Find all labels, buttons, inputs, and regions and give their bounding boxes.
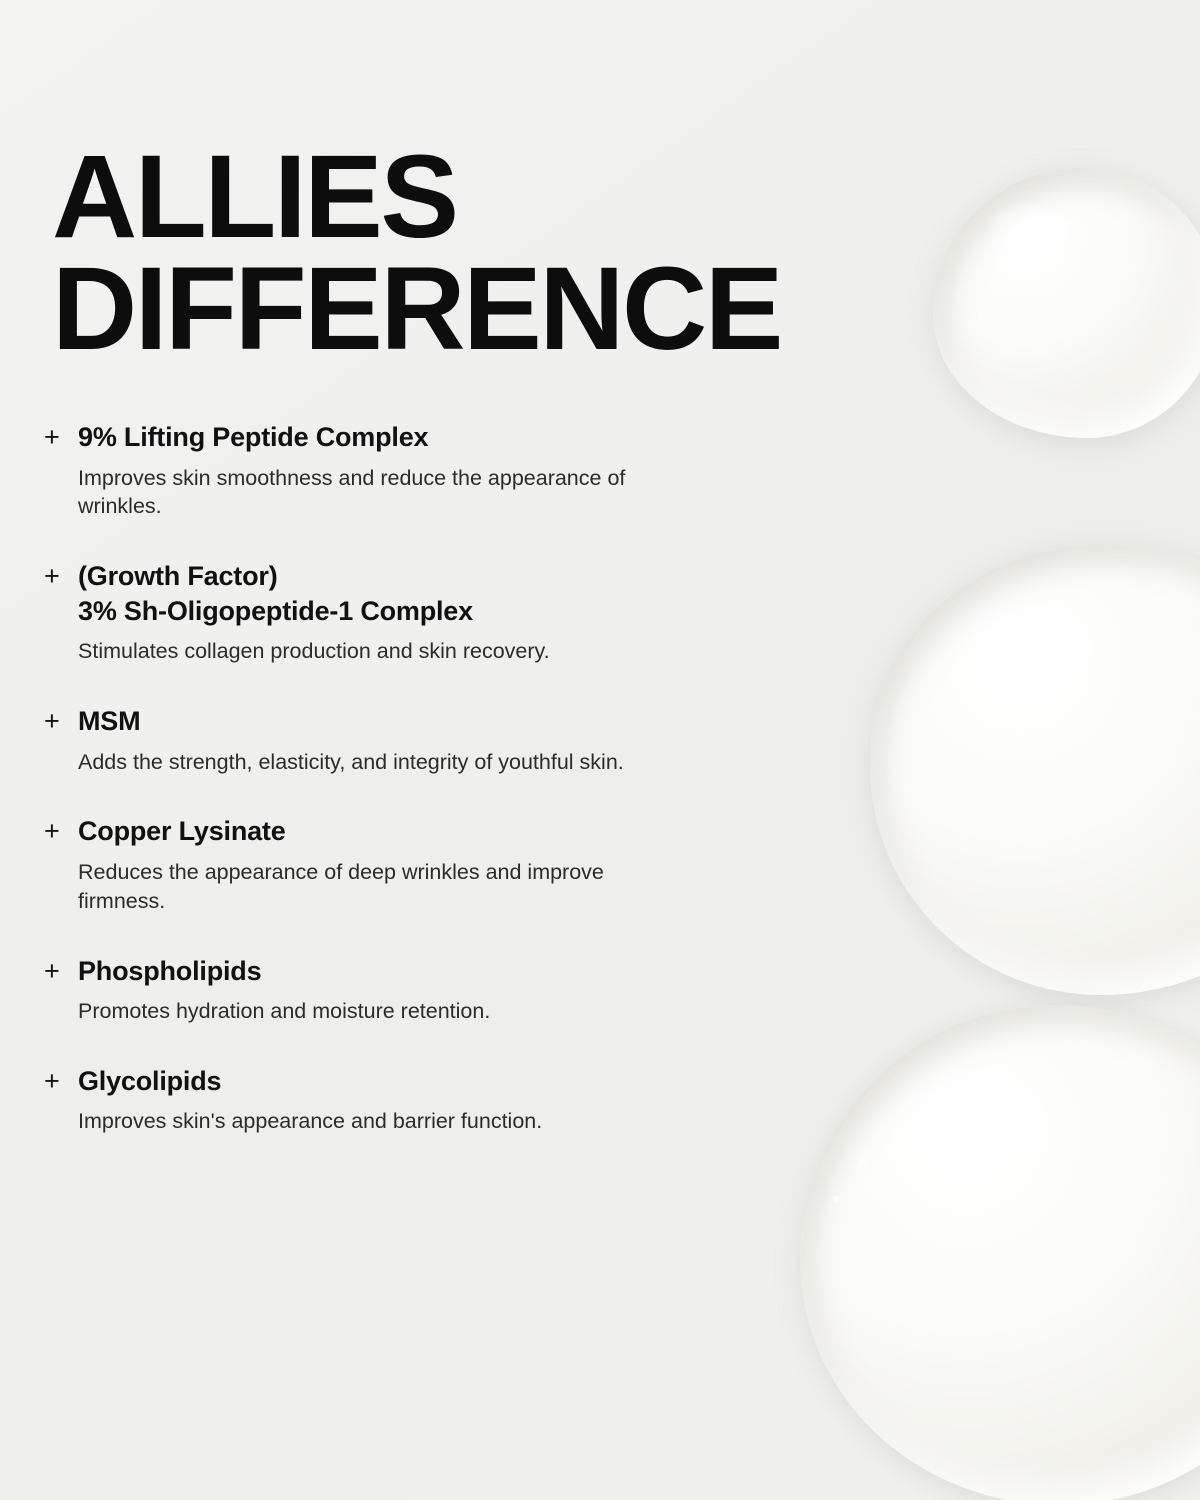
list-item [44, 954, 724, 1026]
serum-droplet-icon [800, 1005, 1200, 1500]
list-item-title [78, 704, 724, 739]
list-item [44, 1064, 724, 1136]
bubble-icon [833, 1196, 840, 1202]
bubble-icon [895, 1182, 904, 1190]
plus-icon: + [44, 955, 60, 986]
list-item-description: Improves skin smoothness and reduce the appearance of wrinkles. [78, 465, 626, 519]
list-item-body [78, 954, 724, 1026]
serum-droplet-icon [933, 168, 1200, 438]
list-item-body [78, 814, 724, 915]
list-item-description: Adds the strength, elasticity, and integrity of youthful skin. [78, 749, 624, 774]
plus-icon: + [44, 422, 60, 452]
bubble-icon [857, 1160, 870, 1171]
list-item-title-text-second-line: 3% Sh-Oligopeptide-1 Complex [78, 595, 473, 626]
list-item-title [78, 954, 724, 989]
plus-icon: + [44, 816, 60, 847]
list-item-title [78, 814, 724, 849]
list-item-title [78, 420, 724, 455]
plus-icon: + [44, 706, 60, 737]
list-item-title [78, 1064, 724, 1099]
list-item-title-text: Glycolipids [78, 1065, 222, 1096]
list-item-title-text: Phospholipids [78, 955, 262, 986]
serum-droplet-icon [870, 545, 1200, 995]
page-title-line-2: DIFFERENCE [52, 243, 781, 376]
list-item-title-text: Copper Lysinate [78, 816, 286, 847]
list-item-description: Stimulates collagen production and skin recovery. [78, 639, 550, 664]
list-item-title-text: (Growth Factor) [78, 561, 278, 592]
list-item-description: Improves skin's appearance and barrier function. [78, 1109, 543, 1134]
list-item-body [78, 420, 724, 521]
page-title [52, 131, 781, 376]
list-item [44, 704, 724, 776]
plus-icon: + [44, 561, 60, 592]
plus-icon: + [44, 1065, 60, 1096]
list-item-title-text: MSM [78, 706, 141, 737]
list-item [44, 420, 724, 521]
ingredient-list [44, 420, 724, 1136]
list-item-description: Reduces the appearance of deep wrinkles and improve firmness. [78, 859, 604, 913]
list-item-description: Promotes hydration and moisture retention. [78, 999, 491, 1024]
list-item [44, 814, 724, 915]
list-item-body [78, 704, 724, 776]
list-item-body [78, 1064, 724, 1136]
list-item-body [78, 559, 724, 666]
page-title-line-1: ALLIES [52, 131, 457, 264]
list-item-title [78, 559, 724, 628]
list-item-title-text: 9% Lifting Peptide Complex [78, 422, 429, 452]
list-item [44, 559, 724, 666]
